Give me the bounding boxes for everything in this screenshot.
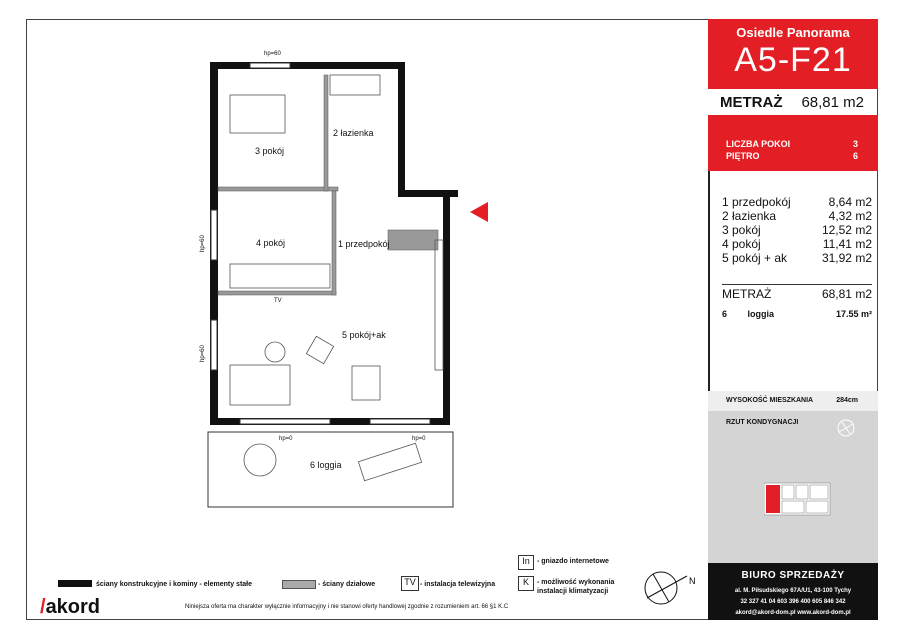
entrance-marker <box>468 200 490 224</box>
tv-legend-icon: TV <box>401 576 419 591</box>
building-minimap <box>764 481 834 517</box>
header-block <box>708 19 878 89</box>
height-label: WYSOKOŚĆ MIESZKANIA <box>726 397 814 404</box>
svg-text:N: N <box>689 576 696 586</box>
plan-label-room6: 6 loggia <box>310 460 342 470</box>
room-name: 5 pokój + ak <box>722 251 788 265</box>
area-value: 68,81 m2 <box>801 94 864 111</box>
floor-label: PIĘTRO <box>726 151 760 161</box>
total-area-value: 68,81 m2 <box>821 287 872 301</box>
office-phones: 32 327 41 04 603 396 400 605 846 342 <box>740 599 846 605</box>
loggia-label: loggia <box>747 309 775 319</box>
room-name: 3 pokój <box>722 223 761 237</box>
legend-struct-swatch <box>58 580 92 587</box>
room-area: 31,92 m2 <box>821 251 872 265</box>
north-compass-icon <box>641 568 711 608</box>
legend-struct-text: ściany konstrukcyjne i kominy - elementy stałe <box>96 581 253 588</box>
compass-icon <box>836 417 860 439</box>
rooms-count-label: LICZBA POKOI <box>726 139 791 149</box>
floor-overview-label: RZUT KONDYGNACJI <box>726 419 799 426</box>
office-address: al. M. Piłsudskiego 67A/U1, 43-100 Tychy <box>734 588 852 594</box>
area-label: METRAŻ <box>720 94 783 111</box>
apartment-code: A5-F21 <box>734 41 852 79</box>
room-name: 2 łazienka <box>722 209 777 223</box>
legend-partition-text: - ściany działowe <box>318 581 376 588</box>
plan-label-room3: 3 pokój <box>255 146 285 156</box>
room-area: 11,41 m2 <box>822 237 872 251</box>
legend-in-text: - gniazdo internetowe <box>537 558 609 565</box>
akord-logo: /akord <box>40 596 101 618</box>
plan-label-tv: TV <box>274 298 282 304</box>
floor-plan <box>190 40 460 520</box>
total-area-row <box>722 284 872 301</box>
info-sidebar <box>708 19 878 620</box>
plan-label-room5: 5 pokój+ak <box>342 330 386 340</box>
room-name: 1 przedpokój <box>722 195 791 209</box>
rooms-floor-block <box>708 115 878 171</box>
plan-hp-bot1: hp=0 <box>279 436 293 442</box>
height-row <box>708 391 878 411</box>
legend-partition-swatch <box>282 580 316 589</box>
estate-name: Osiedle Panorama <box>736 25 850 40</box>
room-name: 4 pokój <box>722 237 761 251</box>
legend-tv-text: - instalacja telewizyjna <box>420 581 496 588</box>
rooms-count-value: 3 <box>852 139 858 149</box>
loggia-row <box>722 309 872 319</box>
loggia-area: 17.55 m² <box>835 309 872 319</box>
total-area-label: METRAŻ <box>722 287 772 301</box>
ac-legend-icon: K <box>518 576 534 591</box>
plan-hp-left1: hp=60 <box>200 235 206 252</box>
floor-value: 6 <box>852 151 858 161</box>
height-value: 284cm <box>836 397 858 404</box>
floor-overview <box>708 411 878 563</box>
room-list <box>708 171 878 391</box>
room-area: 4,32 m2 <box>828 209 872 223</box>
disclaimer: Niniejsza oferta ma charakter wyłącznie informacyjny i nie stanowi oferty handlowej zgodnie z rozumieniem art. 66 §1 K.C <box>185 604 509 610</box>
plan-hp-bot2: hp=0 <box>412 436 426 442</box>
loggia-num: 6 <box>722 309 728 319</box>
area-summary <box>708 89 878 116</box>
legend-k-text2: instalacji klimatyzacji <box>537 588 609 595</box>
plan-label-room1: 1 przedpokój <box>338 239 390 249</box>
sales-office <box>708 563 878 620</box>
office-title: BIURO SPRZEDAŻY <box>741 570 845 581</box>
plan-label-room4: 4 pokój <box>256 238 286 248</box>
room-area: 12,52 m2 <box>821 223 872 237</box>
plan-hp-left2: hp=60 <box>200 345 206 362</box>
plan-hp-top: hp=60 <box>264 51 281 57</box>
office-web[interactable]: akord@akord-dom.pl www.akord-dom.pl <box>735 610 851 616</box>
internet-legend-icon: In <box>518 555 534 570</box>
legend-k-text1: - możliwość wykonania <box>537 579 615 586</box>
room-area: 8,64 m2 <box>828 195 872 209</box>
plan-label-room2: 2 łazienka <box>333 128 374 138</box>
